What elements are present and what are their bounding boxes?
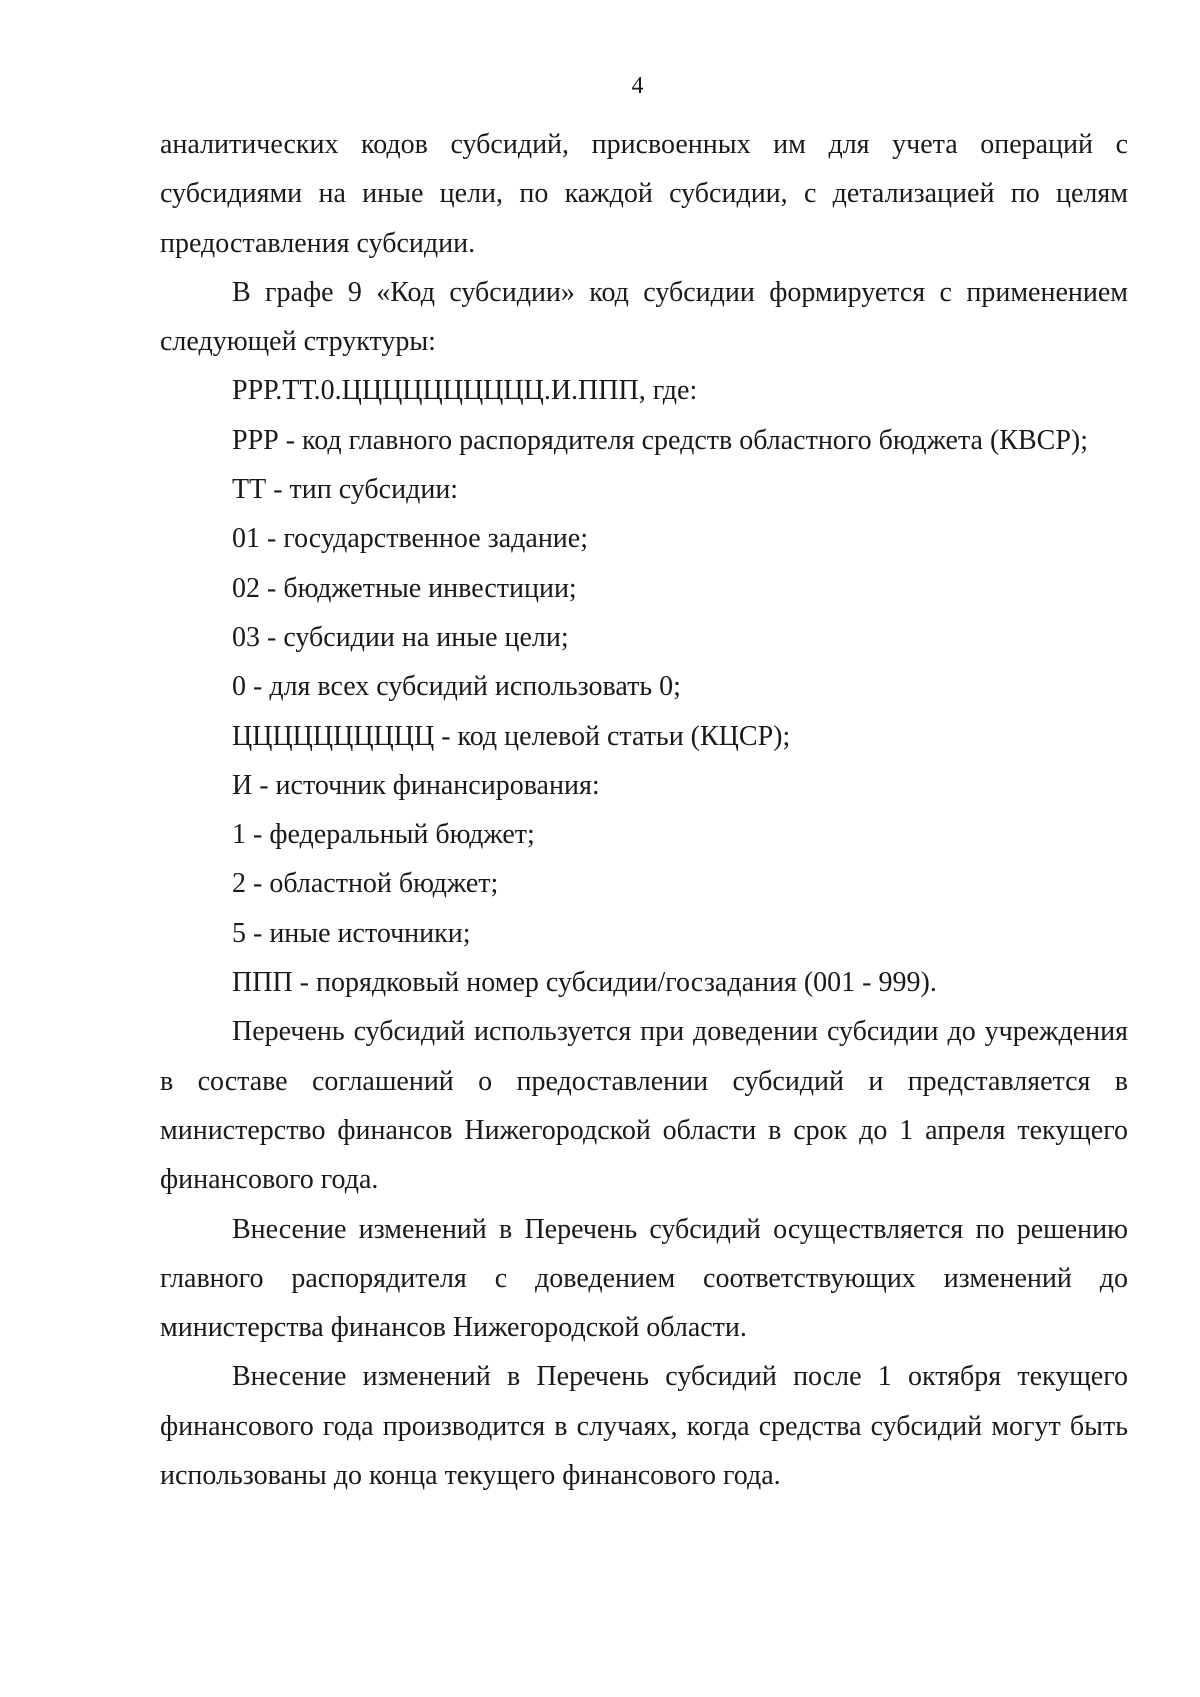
paragraph-changes-after-october: Внесение изменений в Перечень субсидий после 1 октября текущего финансового года производится в случаях, когда средства субсидий могут быть использованы до конца текущего финансового года. <box>160 1361 1128 1492</box>
paragraph-code-structure-intro: В графе 9 «Код субсидии» код субсидии формируется с применением следующей структуры: <box>160 276 1128 358</box>
code-format: РРР.ТТ.0.ЦЦЦЦЦЦЦЦЦЦ.И.ППП, где: <box>232 375 698 407</box>
paragraph-analytic-codes: аналитических кодов субсидий, присвоенных им для учета операций с субсидиями на иные цели, по каждой субсидии, с детализацией по целям предоставления субсидии. <box>160 129 1128 259</box>
code-item-5: 5 - иные источники; <box>232 917 471 949</box>
paragraph-changes-by-decision: Внесение изменений в Перечень субсидий осуществляется по решению главного распорядителя с доведением соответствующих изменений до министерства финансов Нижегородской области. <box>160 1213 1128 1344</box>
code-item-tt: ТТ - тип субсидии: <box>232 474 459 506</box>
code-item-1: 1 - федеральный бюджет; <box>232 819 535 851</box>
document-body <box>160 120 1128 1500</box>
paragraph-subsidy-list-usage: Перечень субсидий используется при доведении субсидии до учреждения в составе соглашений о предоставлении субсидий и представляется в министерство финансов Нижегородской области в срок до 1 апреля текущего финансового года. <box>160 1016 1128 1196</box>
code-item-2: 2 - областной бюджет; <box>232 868 499 900</box>
code-item-ppp: ППП - порядковый номер субсидии/госзадания (001 - 999). <box>232 967 937 999</box>
code-item-0: 0 - для всех субсидий использовать 0; <box>232 671 681 703</box>
page-number: 4 <box>631 73 644 99</box>
code-item-01: 01 - государственное задание; <box>232 523 589 555</box>
code-item-03: 03 - субсидии на иные цели; <box>232 621 569 653</box>
code-item-02: 02 - бюджетные инвестиции; <box>232 572 577 604</box>
code-item-kcsr: ЦЦЦЦЦЦЦЦЦЦ - код целевой статьи (КЦСР); <box>232 720 791 752</box>
code-item-rrr: РРР - код главного распорядителя средств областного бюджета (КВСР); <box>232 424 1089 456</box>
code-item-source: И - источник финансирования: <box>232 769 600 801</box>
